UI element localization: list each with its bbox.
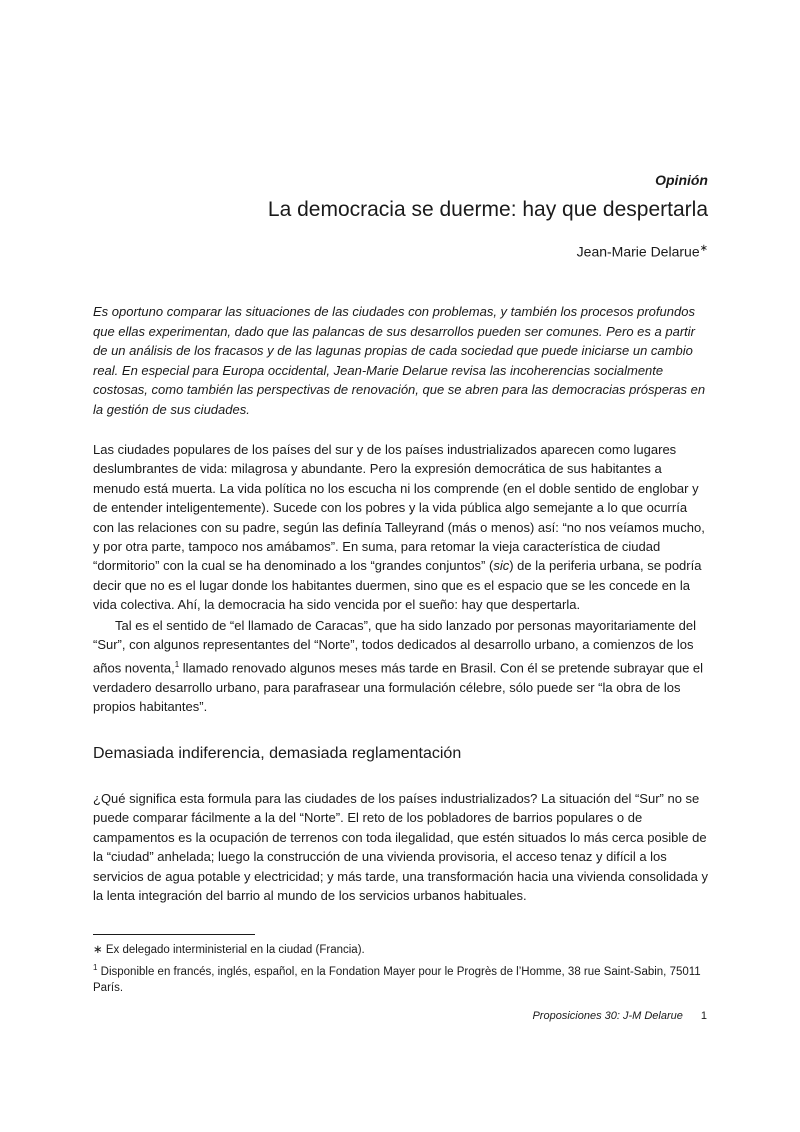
footnote-text: Disponible en francés, inglés, español, en la Fondation Mayer pour le Progrès de l’Homme, 38 rue Saint-Sabin, 75011 París. [93,965,701,994]
author-line [577,243,708,260]
footnote-ref-1[interactable]: 1 [174,659,180,669]
author-name: Jean-Marie Delarue [576,243,700,260]
section-label: Opinión [655,172,708,188]
footnote-text: Ex delegado interministerial en la ciudad (Francia). [102,944,365,956]
journal-reference: Proposiciones 30: J-M Delarue [532,1010,683,1022]
paragraph-1-text-a: Las ciudades populares de los países del sur y de los países industrializados aparecen como lugares deslumbrantes de vida: milagrosa y abundante. Pero la expresión democrática de sus habitantes a menudo está muerta. La vida política no los escucha ni los comprende (en el doble sentido de englobar y de entender inteligentemente). Sucede con los pobres y la vida pública algo semejante a lo que ocurría con las relaciones con su padre, según las definía Talleyrand (más o menos) así: “no nos veíamos mucho, y por otra parte, tampoco nos amábamos”. En suma, para retomar la vieja característica de ciudad “dormitorio” con la cual se ha denominado a los “grandes conjuntos” ( [93,442,705,574]
section-heading: Demasiada indiferencia, demasiada reglamentación [93,745,462,762]
paragraph-1-text-b: ) de la periferia urbana, se podría decir que no es el lugar donde los habitantes duermen, sino que es el espacio que se les concede en la vida colectiva. Ahí, la democracia ha sido vencida por el sueño: hay que despertarla. [93,558,702,613]
abstract: Es oportuno comparar las situaciones de las ciudades con problemas, y también los procesos profundos que ellas experimentan, dado que las palancas de sus desarrollos pueden ser comunes. Pero es a partir de un análisis de los fracasos y de las lagunas propias de cada sociedad que puede iniciarse un cambio real. En especial para Europa occidental, Jean-Marie Delarue revisa las incoherencias socialmente costosas, como también las perspectivas de renovación, que se abren para las democracias prósperas en la gestión de sus ciudades. [93,304,706,417]
footnote-mark: ∗ [93,944,103,956]
paragraph-1 [93,440,711,615]
sic-italic: sic [493,558,510,574]
paragraph-2-text-b: llamado renovado algunos meses más tarde en Brasil. Con él se pretende subrayar que el verdadero desarrollo urbano, para parafrasear una formulación célebre, sólo puede ser “la obra de los propios habitantes”. [93,660,704,714]
paragraph-2 [93,616,711,716]
paragraph-2-text-a: Tal es el sentido de “el llamado de Caracas”, que ha sido lanzado por personas mayoritariamente del “Sur”, con algunos representantes del “Norte”, todos dedicados al desarrollo urbano, a comienzos de los años noventa, [93,618,696,676]
page-footer [532,1010,707,1022]
paragraph-3: ¿Qué significa esta formula para las ciudades de los países industrializados? La situación del “Sur” no se puede comparar fácilmente a la del “Norte”. El reto de los pobladores de barrios populares o de campamentos es la ocupación de terrenos con toda ilegalidad, que estén situados lo más cerca posible de la “ciudad” anhelada; luego la construcción de una vivienda provisoria, el acceso tenaz y difícil a los servicios de agua potable y electricidad; y más tarde, una transformación hacia una vivienda consolidada y la lenta integración del barrio al mundo de los servicios urbanos habituales. [93,791,708,904]
author-footnote-mark: ∗ [699,243,708,254]
footnote-author [93,942,711,958]
footnote-mark: 1 [93,963,98,972]
footnote-1 [93,960,711,996]
page-number: 1 [700,1010,707,1022]
article-title: La democracia se duerme: hay que despertarla [267,198,708,221]
footnote-divider [93,934,255,935]
